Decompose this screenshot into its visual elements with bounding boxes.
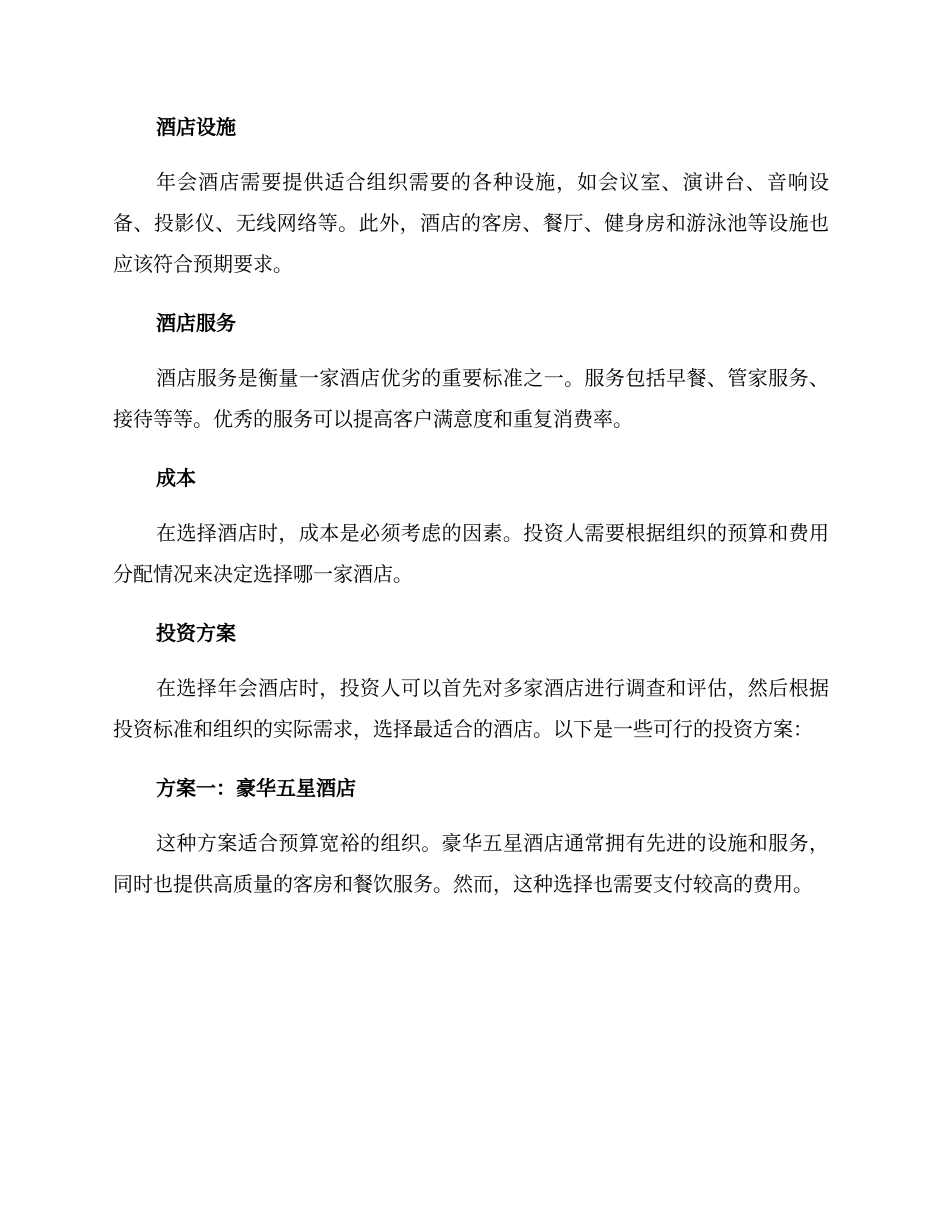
section-body-facilities: 年会酒店需要提供适合组织需要的各种设施，如会议室、演讲台、音响设备、投影仪、无线网络等。此外，酒店的客房、餐厅、健身房和游泳池等设施也应该符合预期要求。 xyxy=(113,170,829,276)
section-heading-services: 酒店服务 xyxy=(156,311,236,335)
section-heading-facilities: 酒店设施 xyxy=(156,115,236,139)
section-body-investment-plan: 在选择年会酒店时，投资人可以首先对多家酒店进行调查和评估，然后根据投资标准和组织的实际需求，选择最适合的酒店。以下是一些可行的投资方案： xyxy=(113,676,829,741)
section-heading-cost: 成本 xyxy=(156,466,196,490)
document-page xyxy=(113,108,829,924)
section-body-plan-one: 这种方案适合预算宽裕的组织。豪华五星酒店通常拥有先进的设施和服务，同时也提供高质量的客房和餐饮服务。然而，这种选择也需要支付较高的费用。 xyxy=(113,831,829,896)
section-heading-plan-one: 方案一：豪华五星酒店 xyxy=(156,776,356,800)
section-body-cost: 在选择酒店时，成本是必须考虑的因素。投资人需要根据组织的预算和费用分配情况来决定选择哪一家酒店。 xyxy=(113,521,829,586)
section-body-services: 酒店服务是衡量一家酒店优劣的重要标准之一。服务包括早餐、管家服务、接待等等。优秀的服务可以提高客户满意度和重复消费率。 xyxy=(113,366,829,431)
section-heading-investment-plan: 投资方案 xyxy=(156,621,236,645)
